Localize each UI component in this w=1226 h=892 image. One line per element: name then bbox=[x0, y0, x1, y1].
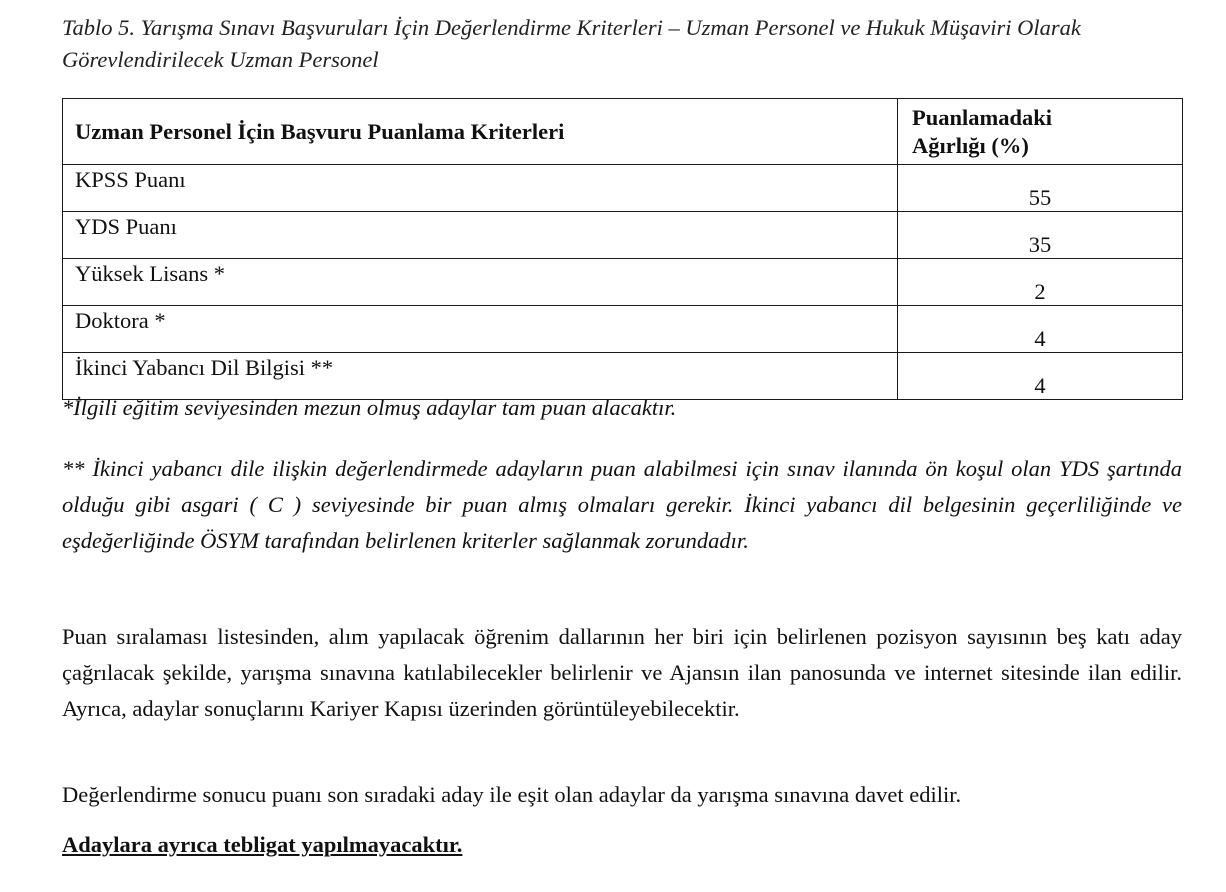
weight-header-line1: Puanlamadaki bbox=[912, 104, 1053, 130]
weight-header-line2: Ağırlığı (%) bbox=[912, 132, 1029, 158]
table-caption: Tablo 5. Yarışma Sınavı Başvuruları İçin Değerlendirme Kriterleri – Uzman Personel ve Hukuk Müşaviri Olarak Görevlendirilecek Uzman Personel bbox=[62, 15, 1081, 72]
criteria-column-header: Uzman Personel İçin Başvuru Puanlama Kriterleri bbox=[63, 99, 898, 165]
notification-notice: Adaylara ayrıca tebligat yapılmayacaktır. bbox=[62, 832, 463, 857]
table-row bbox=[63, 259, 1183, 306]
footnote-double-asterisk: ** İkinci yabancı dile ilişkin değerlendirmede adayların puan alabilmesi için sınav ilanında ön koşul olan YDS şartında olduğu gibi asgari ( C ) seviyesinde bir puan almış olmaları gerekir. İkinci yabancı dil belgesinin geçerliliğinde ve eşdeğerliğinde ÖSYM tarafından belirlenen kriterler sağlanmak zorundadır. bbox=[62, 456, 1182, 553]
table-row bbox=[63, 165, 1183, 212]
tie-rule-paragraph: Değerlendirme sonucu puanı son sıradaki aday ile eşit olan adaylar da yarışma sınavına davet edilir. bbox=[62, 782, 962, 807]
weight-cell: 55 bbox=[898, 165, 1183, 212]
table-row bbox=[63, 306, 1183, 353]
weight-cell: 4 bbox=[898, 306, 1183, 353]
criterion-cell: Yüksek Lisans * bbox=[63, 259, 898, 306]
weight-column-header bbox=[898, 99, 1183, 165]
criterion-cell: KPSS Puanı bbox=[63, 165, 898, 212]
criterion-cell: YDS Puanı bbox=[63, 212, 898, 259]
weight-cell: 2 bbox=[898, 259, 1183, 306]
criterion-cell: İkinci Yabancı Dil Bilgisi ** bbox=[63, 353, 898, 400]
weight-cell: 35 bbox=[898, 212, 1183, 259]
table-row bbox=[63, 212, 1183, 259]
ranking-paragraph: Puan sıralaması listesinden, alım yapılacak öğrenim dallarının her biri için belirlenen pozisyon sayısının beş katı aday çağrılacak şekilde, yarışma sınavına katılabilecekler belirlenir ve Ajansın ilan panosunda ve internet sitesinde ilan edilir. Ayrıca, adaylar sonuçlarını Kariyer Kapısı üzerinden görüntüleyebilecektir. bbox=[62, 624, 1182, 721]
weight-cell: 4 bbox=[898, 353, 1183, 400]
footnote-single-asterisk: *İlgili eğitim seviyesinden mezun olmuş adaylar tam puan alacaktır. bbox=[62, 395, 677, 420]
table-header-row bbox=[63, 99, 1183, 165]
criteria-table bbox=[62, 98, 1183, 400]
criterion-cell: Doktora * bbox=[63, 306, 898, 353]
